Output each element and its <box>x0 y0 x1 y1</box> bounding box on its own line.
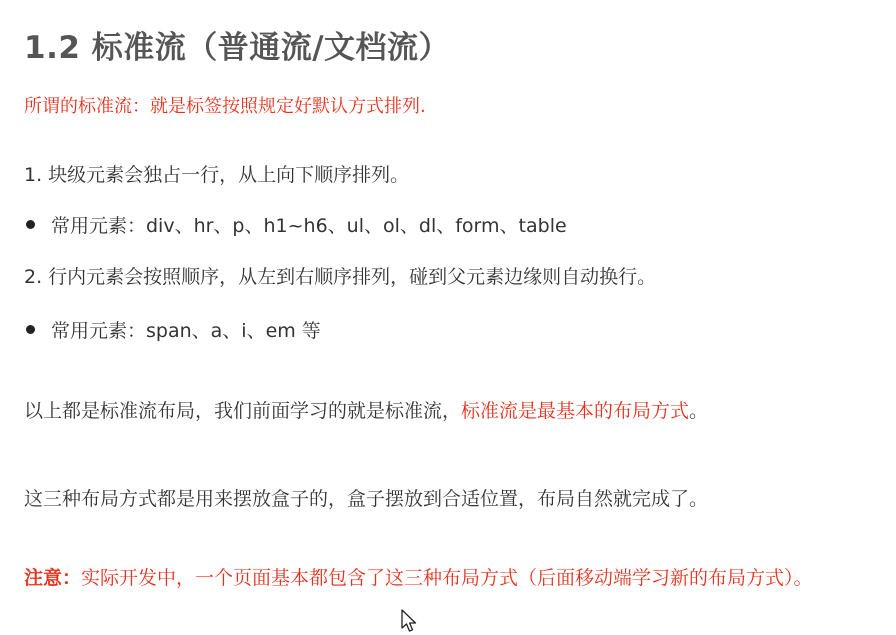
summary-prefix: 以上都是标准流布局，我们前面学习的就是标准流， <box>24 400 462 422</box>
mouse-pointer-icon <box>400 609 418 633</box>
page-title: 1.2 标准流（普通流/文档流） <box>24 30 451 66</box>
bullet-icon <box>26 325 35 334</box>
standard-flow-definition: 所谓的标准流：就是标签按照规定好默认方式排列. <box>24 96 426 117</box>
note-line <box>24 565 813 591</box>
note-label: 注意： <box>24 567 82 589</box>
inline-element-rule: 2. 行内元素会按照顺序，从左到右顺序排列，碰到父元素边缘则自动换行。 <box>24 266 657 288</box>
summary-highlight: 标准流是最基本的布局方式 <box>461 400 690 422</box>
inline-common-text: 常用元素：span、a、i、em 等 <box>51 320 321 342</box>
block-common-text: 常用元素：div、hr、p、h1~h6、ul、ol、dl、form、table <box>51 215 567 237</box>
block-element-rule: 1. 块级元素会独占一行，从上向下顺序排列。 <box>24 164 410 186</box>
inline-common-elements <box>24 318 321 344</box>
bullet-icon <box>26 220 35 229</box>
three-layouts-sentence: 这三种布局方式都是用来摆放盒子的，盒子摆放到合适位置，布局自然就完成了。 <box>24 488 709 510</box>
summary-sentence <box>24 398 708 424</box>
block-common-elements <box>24 213 567 239</box>
summary-suffix: 。 <box>689 400 709 422</box>
note-text: 实际开发中，一个页面基本都包含了这三种布局方式（后面移动端学习新的布局方式）。 <box>81 567 813 589</box>
